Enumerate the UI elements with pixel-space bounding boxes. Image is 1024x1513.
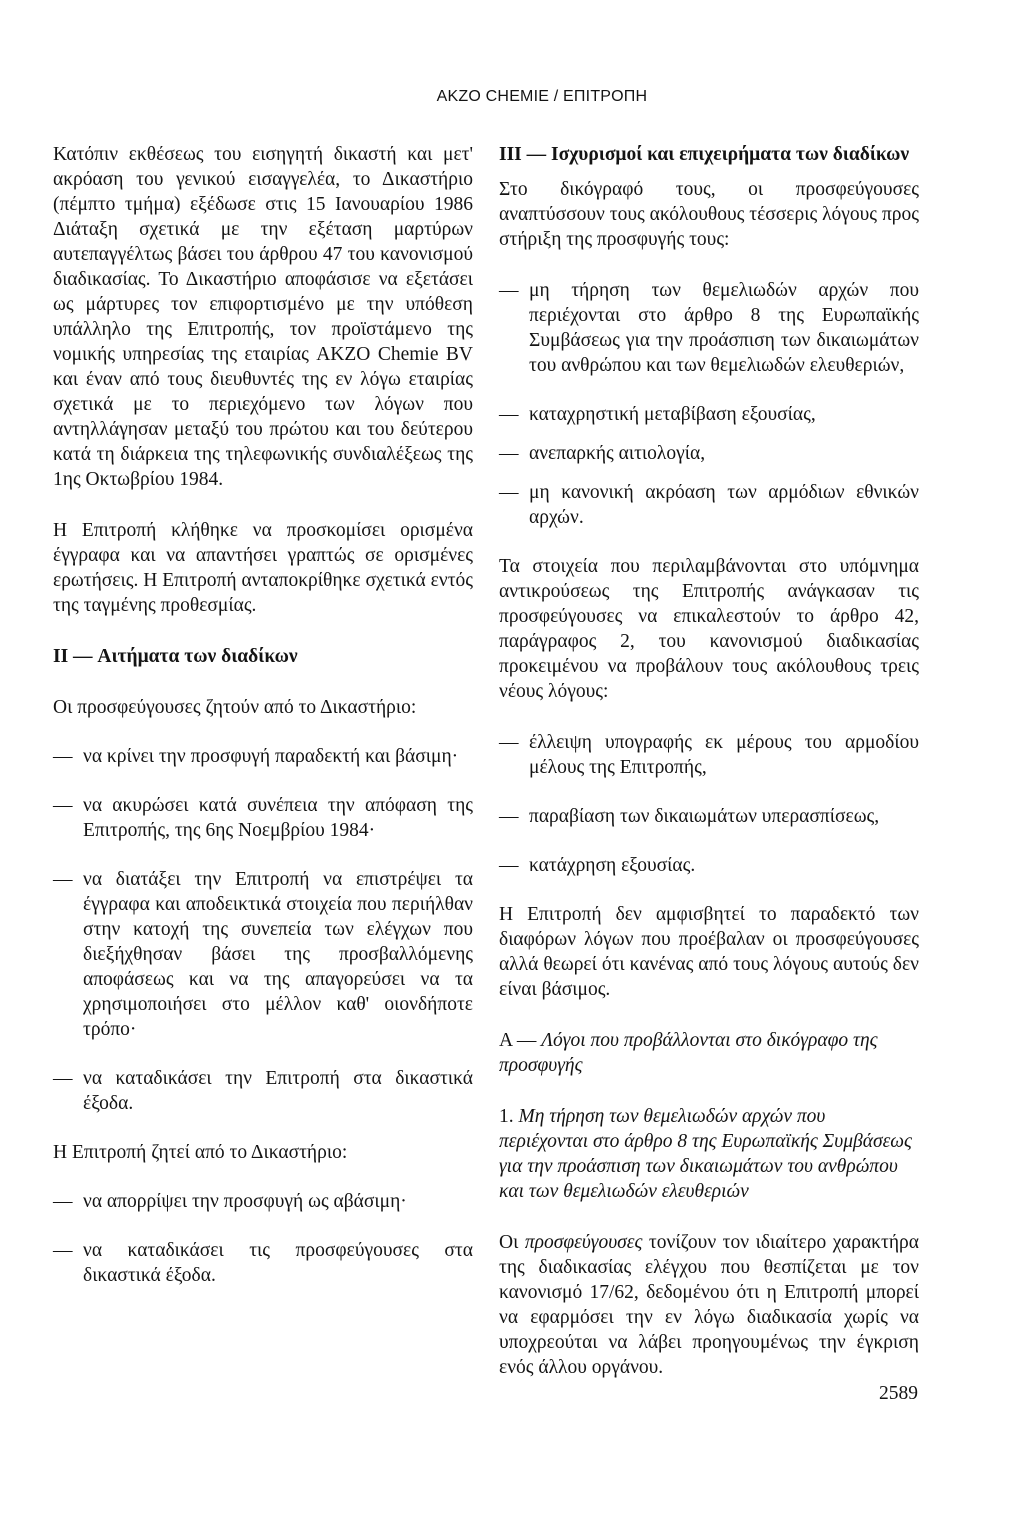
list-item-text: να διατάξει την Επιτροπή να επιστρέψει τα έγγραφα και αποδεικτικά στοιχεία που περιήλθαν στην κατοχή της συνεπεία των ελέγχων που διεξήχθησαν βάσει της προσβαλλόμενης αποφάσεως και να της απαγορεύσει να τα χρησιμοποιήσει στο μέλλον καθ' οιονδήποτε τρόπο· [83, 869, 473, 1040]
list-item [499, 480, 919, 530]
dash-marker: — [53, 869, 73, 890]
list-item-text: να κρίνει την προσφυγή παραδεκτή και βάσιμη· [83, 746, 459, 767]
page-number: 2589 [879, 1383, 918, 1404]
list-item [53, 1066, 473, 1116]
subsection-a-title: Λόγοι που προβάλλονται στο δικόγραφο της προσφυγής [499, 1030, 878, 1076]
list-item [499, 853, 919, 878]
subsection-a-label: A — [499, 1030, 542, 1051]
right-column [499, 142, 919, 1406]
subsection-heading-a [499, 1028, 919, 1078]
paragraph-grounds-intro: Στο δικόγραφό τους, οι προσφεύγουσες αναπτύσσουν τους ακόλουθους τέσσερις λόγους προς στήριξη της προσφυγής τους: [499, 179, 919, 250]
list-item-text: να καταδικάσει την Επιτροπή στα δικαστικά έξοδα. [83, 1068, 473, 1114]
paragraph-commission-claims-intro: Η Επιτροπή ζητεί από το Δικαστήριο: [53, 1142, 348, 1163]
list-item [53, 1238, 473, 1288]
point-1-title: Μη τήρηση των θεμελιωδών αρχών που περιέχονται στο άρθρο 8 της Ευρωπαϊκής Συμβάσεως για την προάσπιση των δικαιωμάτων του ανθρώπου και των θεμελιωδών ελευθεριών [499, 1106, 912, 1202]
list-item [53, 867, 473, 1042]
paragraph-rest: τονίζουν τον ιδιαίτερο χαρακτήρα της διαδικασίας ελέγχου που θεσπίζεται με τον κανονισμό 17/62, δεδομένου ότι η Επιτροπή μπορεί να εφαρμόσει την εν λόγω διαδικασία χωρίς να υποχρεούται να λάβει προηγουμένως την έγκριση ενός άλλου οργάνου. [499, 1232, 919, 1378]
section-heading-claims: II — Αιτήματα των διαδίκων [53, 646, 298, 667]
dash-marker: — [53, 795, 73, 816]
list-item [499, 402, 919, 427]
list-item [499, 278, 919, 378]
paragraph-emphasis: προσφεύγουσες [524, 1232, 643, 1253]
paragraph-applicants-claims-intro: Οι προσφεύγουσες ζητούν από το Δικαστήριο: [53, 697, 417, 718]
dash-marker: — [499, 482, 519, 503]
running-header: AKZO CHEMIE / ΕΠΙΤΡΟΠΗ [436, 88, 648, 105]
dash-marker: — [499, 855, 519, 876]
dash-marker: — [499, 280, 519, 301]
paragraph-commission-position: Η Επιτροπή δεν αμφισβητεί το παραδεκτό των διαφόρων λόγων που προέβαλαν οι προσφεύγουσες αλλά θεωρεί ότι κανένας από τους λόγους αυτούς δεν είναι βάσιμος. [499, 904, 919, 1000]
dash-marker: — [53, 1068, 73, 1089]
list-item-text: να ακυρώσει κατά συνέπεια την απόφαση της Επιτροπής, της 6ης Νοεμβρίου 1984· [83, 795, 473, 841]
paragraph-commission-documents: Η Επιτροπή κλήθηκε να προσκομίσει ορισμένα έγγραφα και να απαντήσει γραπτώς σε ορισμένες ερωτήσεις. Η Επιτροπή ανταποκρίθηκε σχετικά εντός της ταγμένης προθεσμίας. [53, 520, 473, 616]
list-item-text: καταχρηστική μεταβίβαση εξουσίας, [529, 404, 816, 425]
point-1-label: 1. [499, 1106, 519, 1127]
list-item-text: μη κανονική ακρόαση των αρμόδιων εθνικών αρχών. [529, 482, 919, 528]
dash-marker: — [499, 443, 519, 464]
dash-marker: — [499, 732, 519, 753]
dash-marker: — [499, 806, 519, 827]
section-heading-arguments: III — Ισχυρισμοί και επιχειρήματα των διαδίκων [499, 144, 910, 165]
dash-marker: — [53, 1191, 73, 1212]
list-item [499, 804, 919, 829]
list-item-text: να απορρίψει την προσφυγή ως αβάσιμη· [83, 1191, 407, 1212]
paragraph-new-grounds-intro: Τα στοιχεία που περιλαμβάνονται στο υπόμνημα αντικρούσεως της Επιτροπής ανάγκασαν τις προσφεύγουσες να επικαλεστούν το άρθρο 42, παράγραφος 2, του κανονισμού διαδικασίας προκειμένου να προβάλουν τους ακόλουθους τρεις νέους λόγους: [499, 556, 919, 702]
dash-marker: — [53, 746, 73, 767]
list-item [53, 793, 473, 843]
list-item [499, 441, 919, 466]
list-item [53, 1189, 473, 1214]
list-item [499, 730, 919, 780]
point-heading-1 [499, 1104, 919, 1204]
list-item-text: μη τήρηση των θεμελιωδών αρχών που περιέχονται στο άρθρο 8 της Ευρωπαϊκής Συμβάσεως για την προάσπιση των δικαιωμάτων του ανθρώπου και των θεμελιωδών ελευθεριών, [529, 280, 919, 376]
list-item-text: ανεπαρκής αιτιολογία, [529, 443, 706, 464]
dash-marker: — [499, 404, 519, 425]
list-item [53, 744, 473, 769]
list-item-text: κατάχρηση εξουσίας. [529, 855, 696, 876]
list-item-text: έλλειψη υπογραφής εκ μέρους του αρμοδίου μέλους της Επιτροπής, [529, 732, 919, 778]
list-item-text: να καταδικάσει τις προσφεύγουσες στα δικαστικά έξοδα. [83, 1240, 473, 1286]
paragraph-lead: Οι [499, 1232, 525, 1253]
dash-marker: — [53, 1240, 73, 1261]
left-column [53, 142, 473, 1312]
paragraph-applicants-argument [499, 1230, 919, 1380]
paragraph-witness-order: Κατόπιν εκθέσεως του εισηγητή δικαστή και μετ' ακρόαση του γενικού εισαγγελέα, το Δικαστήριο (πέμπτο τμήμα) εξέδωσε στις 15 Ιανουαρίου 1986 Διάταξη σχετικά με την εξέταση μαρτύρων αυτεπαγγέλτως βάσει του άρθρου 47 του κανονισμού διαδικασίας. Το Δικαστήριο αποφάσισε να εξετάσει ως μάρτυρες τον επιφορτισμένο με την υπόθεση υπάλληλο της Επιτροπής, τον προϊστάμενο της νομικής υπηρεσίας της εταιρίας AKZO Chemie BV και έναν από τους διευθυντές της εν λόγω εταιρίας σχετικά με το περιεχόμενο των λόγων που αντηλλάγησαν μεταξύ του πρώτου και του δεύτερου κατά τη διάρκεια της τηλεφωνικής συνδιαλέξεως της 1ης Οκτωβρίου 1984. [53, 144, 473, 490]
list-item-text: παραβίαση των δικαιωμάτων υπερασπίσεως, [529, 806, 880, 827]
